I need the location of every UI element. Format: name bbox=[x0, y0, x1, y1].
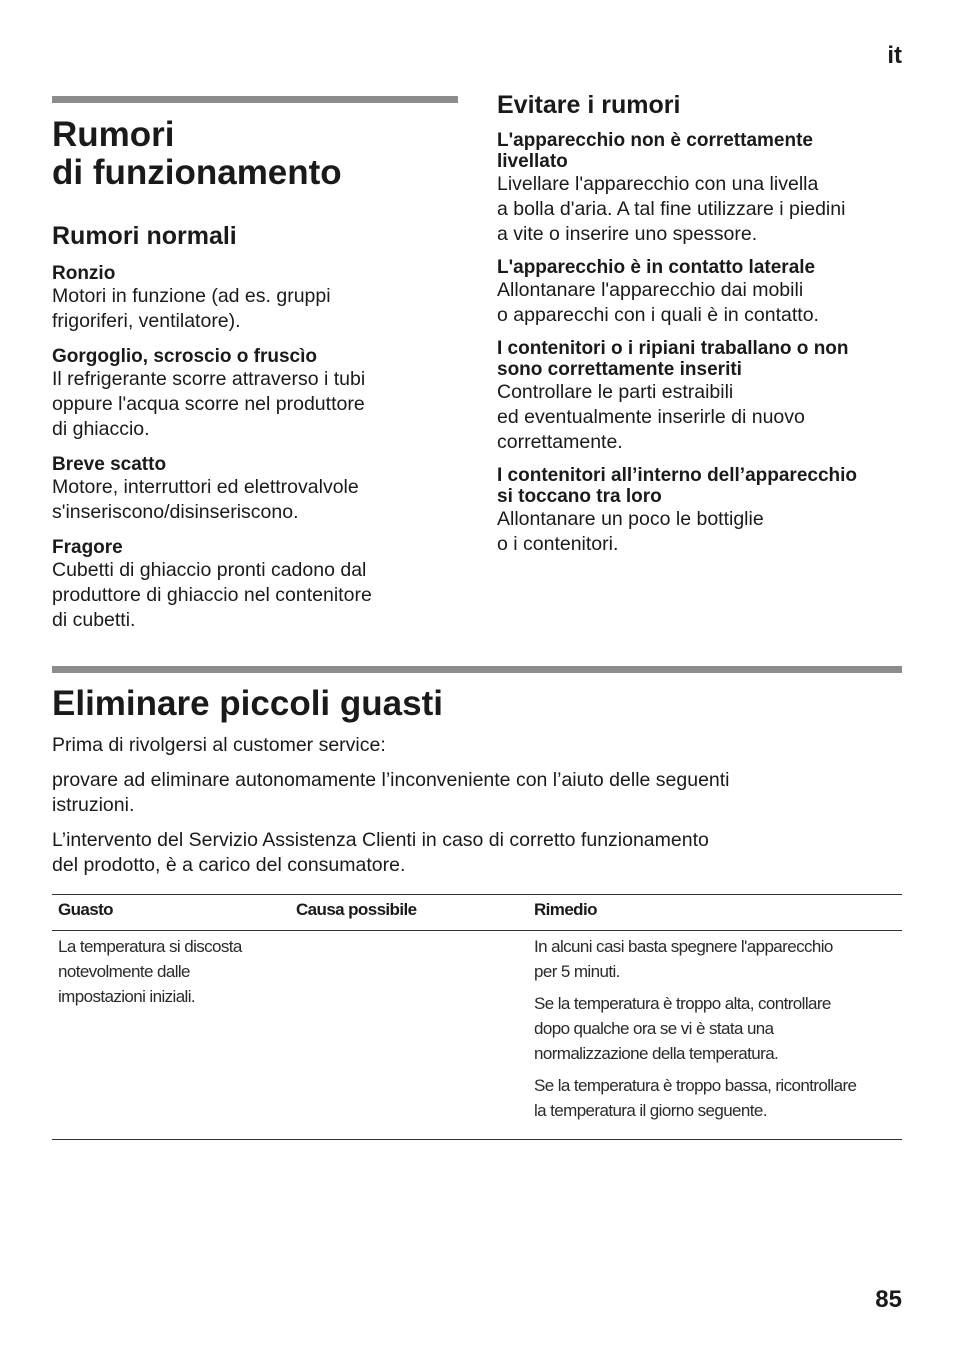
item-title: Gorgoglio, scroscio o fruscìo bbox=[52, 346, 317, 367]
item-text: Motore, interruttori ed elettrovalvole s'inseriscono/disinseriscono. bbox=[52, 476, 359, 523]
rumori-title: Rumori di funzionamento bbox=[52, 115, 342, 192]
item-title: Breve scatto bbox=[52, 454, 167, 475]
list-item bbox=[497, 257, 907, 328]
item-title: Ronzio bbox=[52, 263, 116, 284]
evitare-heading: Evitare i rumori bbox=[497, 91, 681, 119]
section-rule bbox=[52, 96, 458, 103]
troubleshooting-table bbox=[52, 894, 902, 1140]
evitare-section bbox=[497, 86, 907, 557]
intro-paragraph: provare ad eliminare autonomamente l’inconveniente con l’aiuto delle seguenti istruzioni. bbox=[52, 769, 730, 816]
intro-paragraph: L’intervento del Servizio Assistenza Clienti in caso di corretto funzionamento del prodotto, è a carico del consumatore. bbox=[52, 829, 709, 876]
item-title: L'apparecchio è in contatto laterale bbox=[497, 257, 816, 278]
list-item bbox=[52, 346, 458, 442]
item-title: I contenitori o i ripiani traballano o non sono correttamente inseriti bbox=[497, 338, 849, 380]
item-text: Cubetti di ghiaccio pronti cadono dal produttore di ghiaccio nel contenitore di cubetti. bbox=[52, 559, 372, 631]
guasti-section bbox=[52, 666, 902, 878]
remedy-text: Se la temperatura è troppo bassa, ricontrollare la temperatura il giorno seguente. bbox=[534, 1076, 857, 1120]
item-title: L'apparecchio non è correttamente livellato bbox=[497, 130, 813, 172]
remedy-text: In alcuni casi basta spegnere l'apparecchio per 5 minuti. bbox=[534, 937, 833, 981]
remedy-text: Se la temperatura è troppo alta, controllare dopo qualche ora se vi è stata una normalizzazione della temperatura. bbox=[534, 994, 831, 1063]
fault-cell: La temperatura si discosta notevolmente dalle impostazioni iniziali. bbox=[52, 931, 290, 1140]
header-remedy: Rimedio bbox=[528, 895, 902, 931]
intro-paragraph: Prima di rivolgersi al customer service: bbox=[52, 734, 386, 756]
header-fault: Guasto bbox=[52, 895, 290, 931]
item-title: I contenitori all’interno dell’apparecchio si toccano tra loro bbox=[497, 465, 858, 507]
language-code: it bbox=[887, 42, 902, 69]
list-item bbox=[497, 130, 907, 247]
item-text: Controllare le parti estraibili ed eventualmente inserirle di nuovo correttamente. bbox=[497, 381, 805, 453]
item-text: Allontanare un poco le bottiglie o i contenitori. bbox=[497, 508, 764, 555]
list-item bbox=[52, 454, 458, 525]
list-item bbox=[497, 338, 907, 455]
section-rule bbox=[52, 666, 902, 673]
remedy-cell bbox=[528, 931, 902, 1140]
header-cause: Causa possibile bbox=[290, 895, 528, 931]
item-text: Allontanare l'apparecchio dai mobili o apparecchi con i quali è in contatto. bbox=[497, 279, 819, 326]
guasti-title: Eliminare piccoli guasti bbox=[52, 684, 443, 723]
list-item bbox=[52, 263, 458, 334]
rumori-section bbox=[52, 96, 458, 633]
item-text: Il refrigerante scorre attraverso i tubi oppure l'acqua scorre nel produttore di ghiaccio. bbox=[52, 368, 366, 440]
rumori-normali-heading: Rumori normali bbox=[52, 222, 237, 250]
table-row bbox=[52, 931, 902, 1140]
list-item bbox=[52, 537, 458, 633]
page-number: 85 bbox=[875, 1286, 902, 1313]
list-item bbox=[497, 465, 907, 557]
item-text: Livellare l'apparecchio con una livella a bolla d'aria. A tal fine utilizzare i piedini a vite o inserire uno spessore. bbox=[497, 173, 846, 245]
item-title: Fragore bbox=[52, 537, 123, 558]
table-header-row bbox=[52, 895, 902, 931]
item-text: Motori in funzione (ad es. gruppi frigoriferi, ventilatore). bbox=[52, 285, 331, 332]
cause-cell bbox=[290, 931, 528, 1140]
